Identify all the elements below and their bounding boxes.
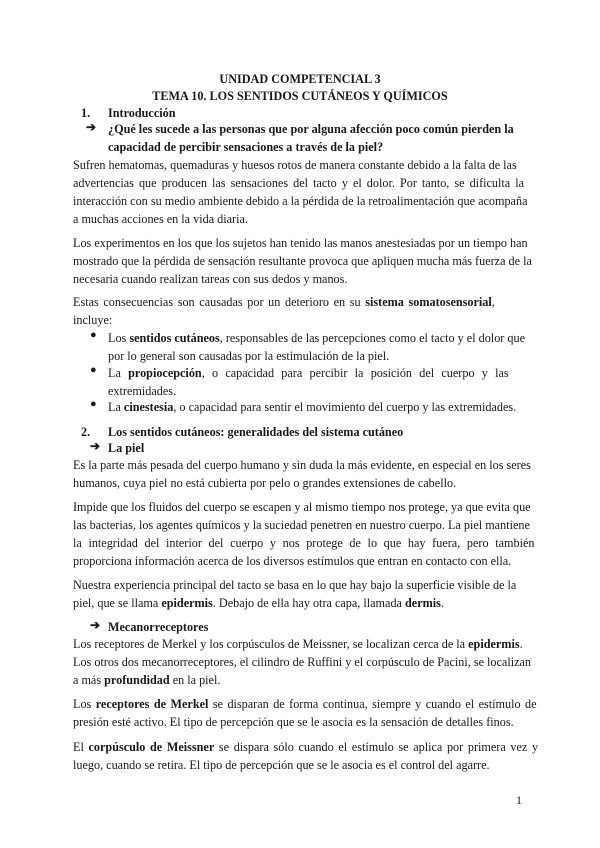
s1-p3-line-2: incluye: bbox=[73, 313, 113, 327]
topic-heading: TEMA 10. LOS SENTIDOS CUTÁNEOS Y QUÍMICOS bbox=[152, 89, 448, 103]
s2-p2-line: las bacterias, los agentes químicos y la suciedad penetren en nuestro cuerpo. La piel mantiene bbox=[73, 518, 530, 532]
s2-p4-line-1: Los receptores de Merkel y los corpúsculos de Meissner, se localizan cerca de la epidermis. bbox=[73, 637, 523, 651]
s1-p2-line: Los experimentos en los que los sujetos han tenido las manos anestesiadas por un tiempo han bbox=[73, 236, 528, 250]
question-line-2: capacidad de percibir sensaciones a través de la piel? bbox=[108, 140, 384, 154]
s2-p5-line-2: presión esté activo. El tipo de percepción que se le asocia es la sensación de detalles finos. bbox=[73, 715, 514, 729]
s2-p6-line-2: luego, cuando se retira. El tipo de percepción que se le asocia es el control del agarre. bbox=[73, 758, 490, 772]
s1-p2-line: mostrado que la pérdida de sensación resultante provoca que apliquen mucha más fuerza de la bbox=[73, 254, 532, 268]
bullet-item-3: La cinestesia, o capacidad para sentir el movimiento del cuerpo y las extremidades. bbox=[108, 400, 517, 414]
section2-number: 2. bbox=[81, 425, 91, 439]
section2-title: Los sentidos cutáneos: generalidades del sistema cutáneo bbox=[108, 425, 404, 439]
s1-p2-line: necesaria cuando realizan tareas con sus dedos y manos. bbox=[73, 272, 348, 286]
arrow-icon: ➔ bbox=[90, 439, 101, 453]
bullet-item-1-line-2: por lo general son causadas por la estimulación de la piel. bbox=[108, 349, 390, 363]
subsection-la-piel: La piel bbox=[108, 441, 145, 455]
s2-p2-line: la integridad del interior del cuerpo y nos protege de lo que hay fuera, pero también bbox=[73, 536, 535, 550]
s2-p1-line: Es la parte más pesada del cuerpo humano y sin duda la más evidente, en especial en los seres bbox=[73, 458, 531, 472]
page-number: 1 bbox=[516, 793, 522, 807]
bullet-item-2-line-1: La propiocepción, o capacidad para percibir la posición del cuerpo y las bbox=[108, 366, 509, 380]
bullet-icon: ● bbox=[90, 398, 97, 410]
bullet-item-2-line-2: extremidades. bbox=[108, 384, 177, 398]
s1-p1-line: advertencias que producen las sensaciones del tacto y el dolor. Por tanto, se dificulta la bbox=[73, 176, 525, 190]
s2-p3-line-2: piel, que se llama epidermis. Debajo de ella hay otra capa, llamada dermis. bbox=[73, 596, 444, 610]
subsection-mecanorreceptores: Mecanorreceptores bbox=[108, 620, 209, 634]
arrow-icon: ➔ bbox=[90, 618, 101, 632]
s2-p6-line-1: El corpúsculo de Meissner se dispara sólo cuando el estímulo se aplica por primera vez y bbox=[73, 740, 539, 754]
s2-p4-line-2: Los otros dos mecanorreceptores, el cilindro de Ruffini y el corpúsculo de Pacini, se localizan bbox=[73, 655, 532, 669]
s2-p1-line: humanos, cuya piel no está cubierta por pelo o grandes extensiones de cabello. bbox=[73, 476, 457, 490]
unit-heading: UNIDAD COMPETENCIAL 3 bbox=[219, 72, 381, 86]
section1-title: Introducción bbox=[108, 106, 176, 120]
s1-p3-line-1: Estas consecuencias son causadas por un deterioro en su sistema somatosensorial, bbox=[73, 295, 495, 309]
question-line-1: ¿Qué les sucede a las personas que por alguna afección poco común pierden la bbox=[108, 122, 514, 136]
arrow-icon: ➔ bbox=[86, 120, 97, 134]
bullet-icon: ● bbox=[90, 329, 97, 341]
bullet-icon: ● bbox=[90, 364, 97, 376]
s1-p1-line: a muchas acciones en la vida diaria. bbox=[73, 212, 248, 226]
s1-p1-line: Sufren hematomas, quemaduras y huesos rotos de manera constante debido a la falta de las bbox=[73, 158, 517, 172]
s2-p3-line-1: Nuestra experiencia principal del tacto se basa en lo que hay bajo la superficie visible de la bbox=[73, 578, 517, 592]
s2-p5-line-1: Los receptores de Merkel se disparan de forma continua, siempre y cuando el estímulo de bbox=[73, 697, 537, 711]
bullet-item-1-line-1: Los sentidos cutáneos, responsables de las percepciones como el tacto y el dolor que bbox=[108, 331, 525, 345]
s1-p1-line: interacción con su medio ambiente debido a la pérdida de la retroalimentación que acompaña bbox=[73, 194, 528, 208]
s2-p2-line: proporciona información acerca de los diversos estímulos que entran en contacto con ella. bbox=[73, 554, 512, 568]
s2-p2-line: Impide que los fluidos del cuerpo se escapen y al mismo tiempo nos protege, ya que evita que bbox=[73, 500, 531, 514]
section1-number: 1. bbox=[81, 106, 91, 120]
s2-p4-line-3: a más profundidad en la piel. bbox=[73, 673, 221, 687]
